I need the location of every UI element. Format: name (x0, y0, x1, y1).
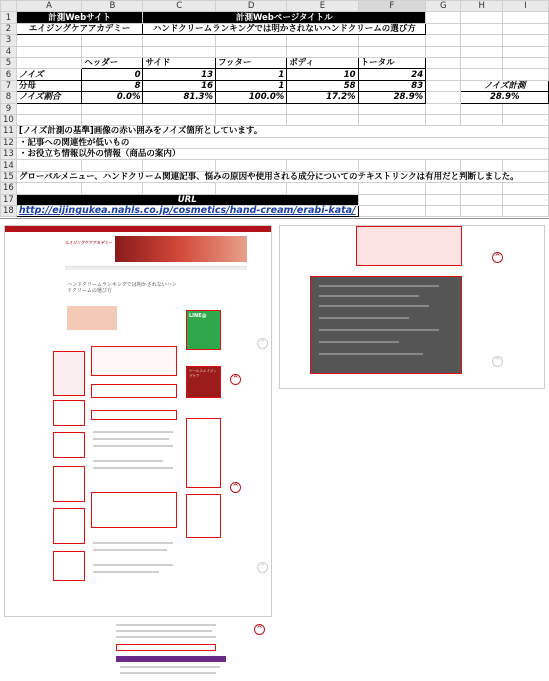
cell[interactable] (426, 35, 461, 46)
text-line (120, 672, 216, 674)
cell[interactable] (143, 114, 216, 125)
cell[interactable] (143, 35, 216, 46)
cell[interactable] (461, 103, 502, 114)
noise-body-value[interactable]: 10 (287, 69, 358, 80)
body-promo-box-5 (116, 644, 216, 651)
sidebar-ad-box (186, 418, 221, 488)
cell[interactable] (16, 57, 81, 68)
col-header-i[interactable]: I (502, 1, 548, 12)
cell[interactable] (358, 46, 426, 57)
cell[interactable] (82, 114, 143, 125)
body-promo-box-4 (91, 492, 177, 528)
ratio-row-label[interactable]: ノイズ割合 (16, 92, 81, 103)
footer-area-box (310, 276, 462, 374)
footer-text-line (319, 295, 419, 297)
row-header-8[interactable]: 8 (1, 92, 17, 103)
ratio-footer-value[interactable]: 100.0% (216, 92, 287, 103)
noise-row-label[interactable]: ノイズ (16, 69, 81, 80)
cell[interactable] (502, 35, 548, 46)
arrow-up-icon[interactable]: ^ (230, 482, 241, 493)
line-at-ad (186, 310, 221, 350)
cell[interactable] (143, 103, 216, 114)
denominator-body-value[interactable]: 58 (287, 80, 358, 91)
noise-measure-label[interactable]: ノイズ計測 (461, 80, 549, 91)
col-header-g[interactable]: G (426, 1, 461, 12)
cell[interactable] (358, 183, 426, 194)
row-header-10[interactable]: 10 (1, 114, 17, 125)
col-header-b[interactable]: B (82, 1, 143, 12)
arrow-up-icon[interactable]: ^ (257, 338, 268, 349)
cell[interactable] (358, 206, 426, 217)
page-title-cell[interactable]: ハンドクリームランキングでは明かされないハンドクリームの選び方 (143, 23, 426, 34)
cell[interactable] (143, 160, 216, 171)
header-col-label[interactable]: ヘッダー (82, 57, 143, 68)
cell[interactable] (502, 183, 548, 194)
footer-col-label[interactable]: フッター (216, 57, 287, 68)
col-header-h[interactable]: H (461, 1, 502, 12)
related-products-left-4 (53, 466, 85, 502)
row-header-11[interactable]: 11 (1, 126, 17, 137)
related-products-left-3 (53, 432, 85, 458)
cell[interactable] (82, 103, 143, 114)
cell[interactable] (287, 160, 358, 171)
text-line (116, 630, 212, 632)
cell[interactable] (426, 206, 461, 217)
row-header-6[interactable]: 6 (1, 69, 17, 80)
cell[interactable] (143, 46, 216, 57)
webpage-screenshot-main (4, 225, 272, 617)
footer-text-line (319, 341, 399, 343)
cell[interactable] (426, 183, 461, 194)
body-promo-box-3 (91, 410, 177, 420)
article-title: ハンドクリームランキングでは明かされないハンドクリームの選び方 (67, 282, 177, 294)
row-header-16[interactable]: 16 (1, 183, 17, 194)
row-header-1[interactable]: 1 (1, 12, 17, 23)
cell[interactable] (82, 183, 143, 194)
cell[interactable] (216, 183, 287, 194)
useful-links-note[interactable]: グローバルメニュー、ハンドクリーム関連記事、悩みの原因や使用される成分についてのテキストリンクは有用だと判断しました。 (16, 171, 548, 182)
ratio-header-value[interactable]: 0.0% (82, 92, 143, 103)
cell[interactable] (16, 35, 81, 46)
spreadsheet-grid (0, 0, 549, 217)
cell[interactable] (502, 46, 548, 57)
col-header-a[interactable]: A (16, 1, 81, 12)
cell[interactable] (461, 206, 502, 217)
cell[interactable] (426, 160, 461, 171)
corner-cell[interactable] (1, 1, 17, 12)
text-line (116, 624, 216, 626)
footer-text-line (319, 317, 409, 319)
text-line (93, 549, 167, 551)
cell[interactable] (461, 114, 502, 125)
row-header-13[interactable]: 13 (1, 149, 17, 160)
row-header-15[interactable]: 15 (1, 171, 17, 182)
denominator-side-value[interactable]: 16 (143, 80, 216, 91)
cell[interactable] (426, 12, 461, 23)
noise-total-value[interactable]: 24 (358, 69, 426, 80)
cell[interactable] (502, 12, 548, 23)
cell[interactable] (502, 206, 548, 217)
webpage-screenshot-footer (279, 225, 545, 389)
row-header-18[interactable]: 18 (1, 206, 17, 217)
text-line (93, 460, 163, 462)
body-col-label[interactable]: ボディ (287, 57, 358, 68)
cell[interactable] (426, 194, 461, 205)
cell[interactable] (426, 69, 461, 80)
cell[interactable] (502, 103, 548, 114)
cell[interactable] (216, 35, 287, 46)
text-line (120, 666, 220, 668)
cell[interactable] (82, 46, 143, 57)
cell[interactable] (461, 160, 502, 171)
section-heading-bar (116, 656, 226, 662)
cell[interactable] (216, 103, 287, 114)
cell[interactable] (426, 103, 461, 114)
row-header-5[interactable]: 5 (1, 57, 17, 68)
arrow-up-icon[interactable]: ^ (257, 562, 268, 573)
site-name-cell[interactable]: エイジングケアアカデミー (16, 23, 143, 34)
url-header-cell[interactable]: URL (16, 194, 358, 205)
cell[interactable] (16, 183, 81, 194)
row-header-17[interactable]: 17 (1, 194, 17, 205)
hand-image (67, 306, 117, 330)
row-header-4[interactable]: 4 (1, 46, 17, 57)
cell[interactable] (426, 92, 461, 103)
cell[interactable] (502, 160, 548, 171)
arrow-up-icon[interactable]: ^ (254, 624, 265, 635)
denominator-footer-value[interactable]: 1 (216, 80, 287, 91)
side-col-label[interactable]: サイド (143, 57, 216, 68)
ratio-side-value[interactable]: 81.3% (143, 92, 216, 103)
noise-header-value[interactable]: 0 (82, 69, 143, 80)
cell[interactable] (216, 114, 287, 125)
cell[interactable] (287, 35, 358, 46)
noise-footer-value[interactable]: 1 (216, 69, 287, 80)
cell[interactable] (502, 69, 548, 80)
cell[interactable] (287, 103, 358, 114)
cell[interactable] (461, 183, 502, 194)
text-line (93, 445, 173, 447)
site-name-header-cell[interactable]: 計測Webサイト (16, 12, 143, 23)
cell[interactable] (16, 46, 81, 57)
ratio-total-value[interactable]: 28.9% (358, 92, 426, 103)
cell[interactable] (358, 194, 426, 205)
banner-label: ナールスエイジングケア (189, 369, 217, 378)
cell[interactable] (461, 23, 502, 34)
url-cell[interactable] (16, 206, 358, 217)
cell[interactable] (16, 114, 81, 125)
cell[interactable] (82, 35, 143, 46)
row-header-2[interactable]: 2 (1, 23, 17, 34)
webpage-screenshot-continued (112, 620, 238, 681)
cell[interactable] (461, 46, 502, 57)
cell[interactable] (502, 57, 548, 68)
cell[interactable] (461, 194, 502, 205)
cell[interactable] (502, 23, 548, 34)
text-line (93, 542, 173, 544)
row-header-14[interactable]: 14 (1, 160, 17, 171)
text-line (116, 636, 216, 638)
cell[interactable] (143, 183, 216, 194)
cell[interactable] (287, 46, 358, 57)
cell[interactable] (287, 183, 358, 194)
row-header-9[interactable]: 9 (1, 103, 17, 114)
text-line (93, 431, 173, 433)
cell[interactable] (426, 23, 461, 34)
site-top-bar (5, 226, 272, 232)
cell[interactable] (426, 46, 461, 57)
arrow-up-icon[interactable]: ^ (230, 374, 241, 385)
related-products-left-5 (53, 508, 85, 544)
arrow-up-icon[interactable]: ^ (492, 252, 503, 263)
header-banner (115, 236, 247, 262)
page-url-link[interactable]: http://eijingukea.nahls.co.jp/cosmetics/hand-cream/erabi-kata/ (18, 205, 356, 217)
footer-text-line (319, 329, 439, 331)
cell[interactable] (16, 160, 81, 171)
cell[interactable] (358, 35, 426, 46)
col-header-e[interactable]: E (287, 1, 358, 12)
cell[interactable] (216, 160, 287, 171)
cell[interactable] (358, 160, 426, 171)
criteria-item-1[interactable]: ・記事への関連性が低いもの (16, 137, 548, 148)
text-line (93, 467, 173, 469)
text-line (93, 564, 173, 566)
body-promo-box-2 (91, 384, 177, 398)
related-products-left-6 (53, 551, 85, 581)
denominator-total-value[interactable]: 83 (358, 80, 426, 91)
cell[interactable] (502, 114, 548, 125)
cell[interactable] (216, 46, 287, 57)
line-badge: LINE@ (189, 313, 207, 319)
cell[interactable] (426, 80, 461, 91)
page-title-header-cell[interactable]: 計測Webページタイトル (143, 12, 426, 23)
footer-text-line (319, 305, 429, 307)
footer-promo-box (356, 226, 462, 266)
body-promo-box-1 (91, 346, 177, 376)
criteria-item-2[interactable]: ・お役立ち情報以外の情報（商品の案内） (16, 149, 548, 160)
text-line (93, 438, 169, 440)
cell[interactable] (461, 69, 502, 80)
cell[interactable] (461, 57, 502, 68)
text-line (93, 571, 159, 573)
col-header-f[interactable]: F (358, 1, 426, 12)
row-header-7[interactable]: 7 (1, 80, 17, 91)
sidebar-product-box (186, 494, 221, 538)
cell[interactable] (426, 57, 461, 68)
global-nav (65, 266, 247, 270)
footer-text-line (319, 285, 439, 287)
cell[interactable] (461, 35, 502, 46)
product-banner-ad (186, 366, 221, 398)
row-header-3[interactable]: 3 (1, 35, 17, 46)
cell[interactable] (287, 114, 358, 125)
cell[interactable] (461, 12, 502, 23)
total-col-label[interactable]: トータル (358, 57, 426, 68)
criteria-note[interactable]: [ノイズ計測の基準]画像の赤い囲みをノイズ箇所としています。 (16, 126, 548, 137)
col-header-d[interactable]: D (216, 1, 287, 12)
footer-text-line (319, 353, 423, 355)
spreadsheet-area (0, 0, 549, 219)
cell[interactable] (426, 114, 461, 125)
denominator-row-label[interactable]: 分母 (16, 80, 81, 91)
col-header-c[interactable]: C (143, 1, 216, 12)
cell[interactable] (358, 103, 426, 114)
noise-measure-value[interactable]: 28.9% (461, 92, 549, 103)
arrow-up-icon[interactable]: ^ (492, 356, 503, 367)
cell[interactable] (16, 103, 81, 114)
related-products-left-2 (53, 400, 85, 426)
denominator-header-value[interactable]: 8 (82, 80, 143, 91)
noise-side-value[interactable]: 13 (143, 69, 216, 80)
site-logo: エイジングケアアカデミー (65, 240, 113, 245)
cell[interactable] (82, 160, 143, 171)
ratio-body-value[interactable]: 17.2% (287, 92, 358, 103)
cell[interactable] (502, 194, 548, 205)
cell[interactable] (358, 114, 426, 125)
row-header-12[interactable]: 12 (1, 137, 17, 148)
related-products-left-1 (53, 351, 85, 396)
